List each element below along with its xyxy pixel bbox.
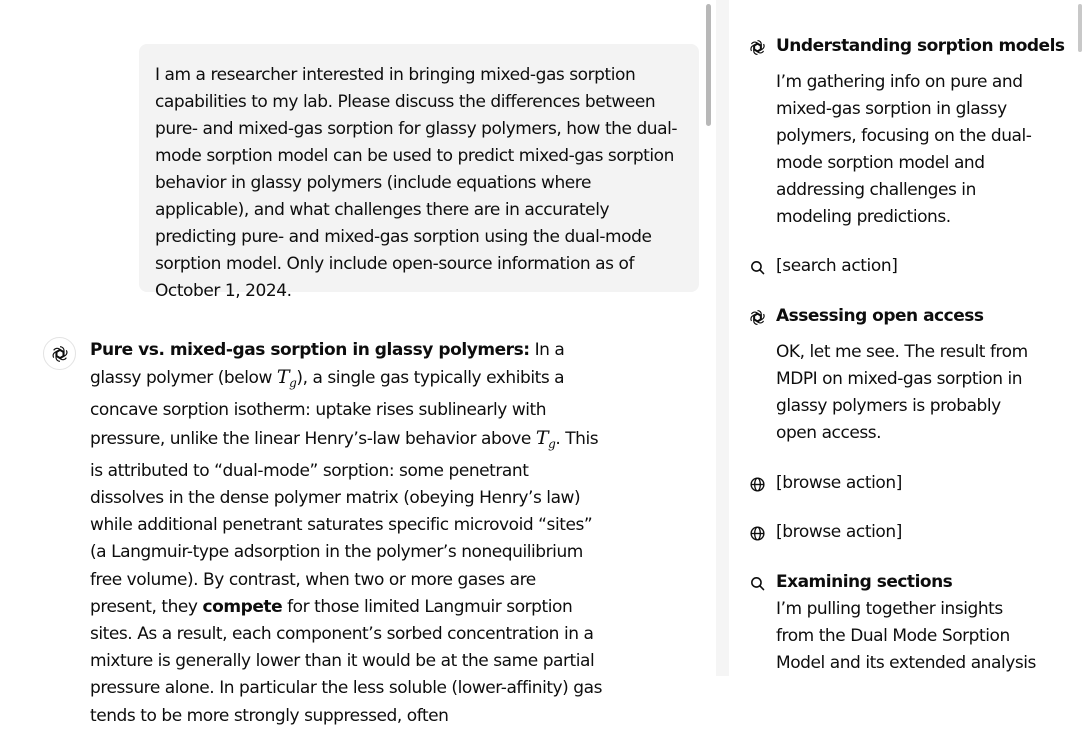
user-message-bubble	[139, 44, 699, 301]
assistant-message	[90, 337, 606, 730]
step-action-label: [search action]	[776, 256, 898, 276]
tg-symbol: $T_g$	[276, 366, 297, 391]
step-title: Examining sections	[776, 572, 953, 592]
globe-icon	[747, 523, 767, 543]
assistant-avatar	[43, 337, 76, 370]
search-icon	[747, 257, 767, 277]
compete-emphasis: compete	[202, 596, 283, 617]
openai-logo-icon	[747, 37, 767, 57]
search-icon	[747, 573, 767, 593]
openai-logo-icon	[50, 344, 70, 364]
pane-divider[interactable]	[716, 0, 729, 676]
user-message-text: I am a researcher interested in bringing mixed-gas sorption capabilities to my lab. Please discuss the differences between pure- and mixed-gas sorption for glassy polymers, how the dual-mode sorption model can be used to predict mixed-gas sorption behavior in glassy polymers (include equations where applicable), and what challenges there are in accurately predicting pure- and mixed-gas sorption using the dual-mode sorption model. Only include open-source information as of October 1, 2024.	[155, 65, 678, 301]
step-title: Assessing open access	[776, 306, 984, 326]
assistant-text-part-3: . This is attributed to “dual-mode” sorption: some penetrant dissolves in the dense polymer matrix (obeying Henry’s law) while additional penetrant saturates specific microvoid “sites” (a Langmuir-type adsorption in the polymer’s nonequilibrium free volume). By contrast, when two or more gases are present, they	[90, 428, 599, 617]
globe-icon	[747, 474, 767, 494]
tg-symbol-2: $T_g$	[535, 426, 556, 451]
panel-scrollbar[interactable]	[1078, 4, 1082, 52]
openai-logo-icon	[747, 307, 767, 327]
step-action-label: [browse action]	[776, 473, 903, 493]
assistant-text-part-2: ), a single gas typically exhibits a concave sorption isotherm: uptake rises sublinearly with pressure, unlike the linear Henry’s-law behavior above	[90, 368, 565, 449]
chat-scrollbar[interactable]	[706, 4, 711, 126]
assistant-text-part-1: In a glassy polymer (below	[90, 340, 565, 389]
step-description: I’m pulling together insights from the Dual Mode Sorption Model and its extended analysis	[776, 599, 1036, 673]
activity-panel	[729, 0, 1084, 676]
step-title: Understanding sorption models	[776, 36, 1065, 56]
assistant-heading: Pure vs. mixed-gas sorption in glassy polymers:	[90, 340, 530, 360]
step-action-label: [browse action]	[776, 522, 903, 542]
step-description: I’m gathering info on pure and mixed-gas sorption in glassy polymers, focusing on the dual-mode sorption model and addressing challenges in modeling predictions.	[776, 72, 1032, 227]
assistant-text-part-4: for those limited Langmuir sorption sites. As a result, each component’s sorbed concentration in a mixture is generally lower than it would be at the same partial pressure alone. In particular the less soluble (lower-affinity) gas tends to be more strongly suppressed, often	[90, 596, 603, 726]
step-description: OK, let me see. The result from MDPI on mixed-gas sorption in glassy polymers is probably open access.	[776, 342, 1028, 443]
